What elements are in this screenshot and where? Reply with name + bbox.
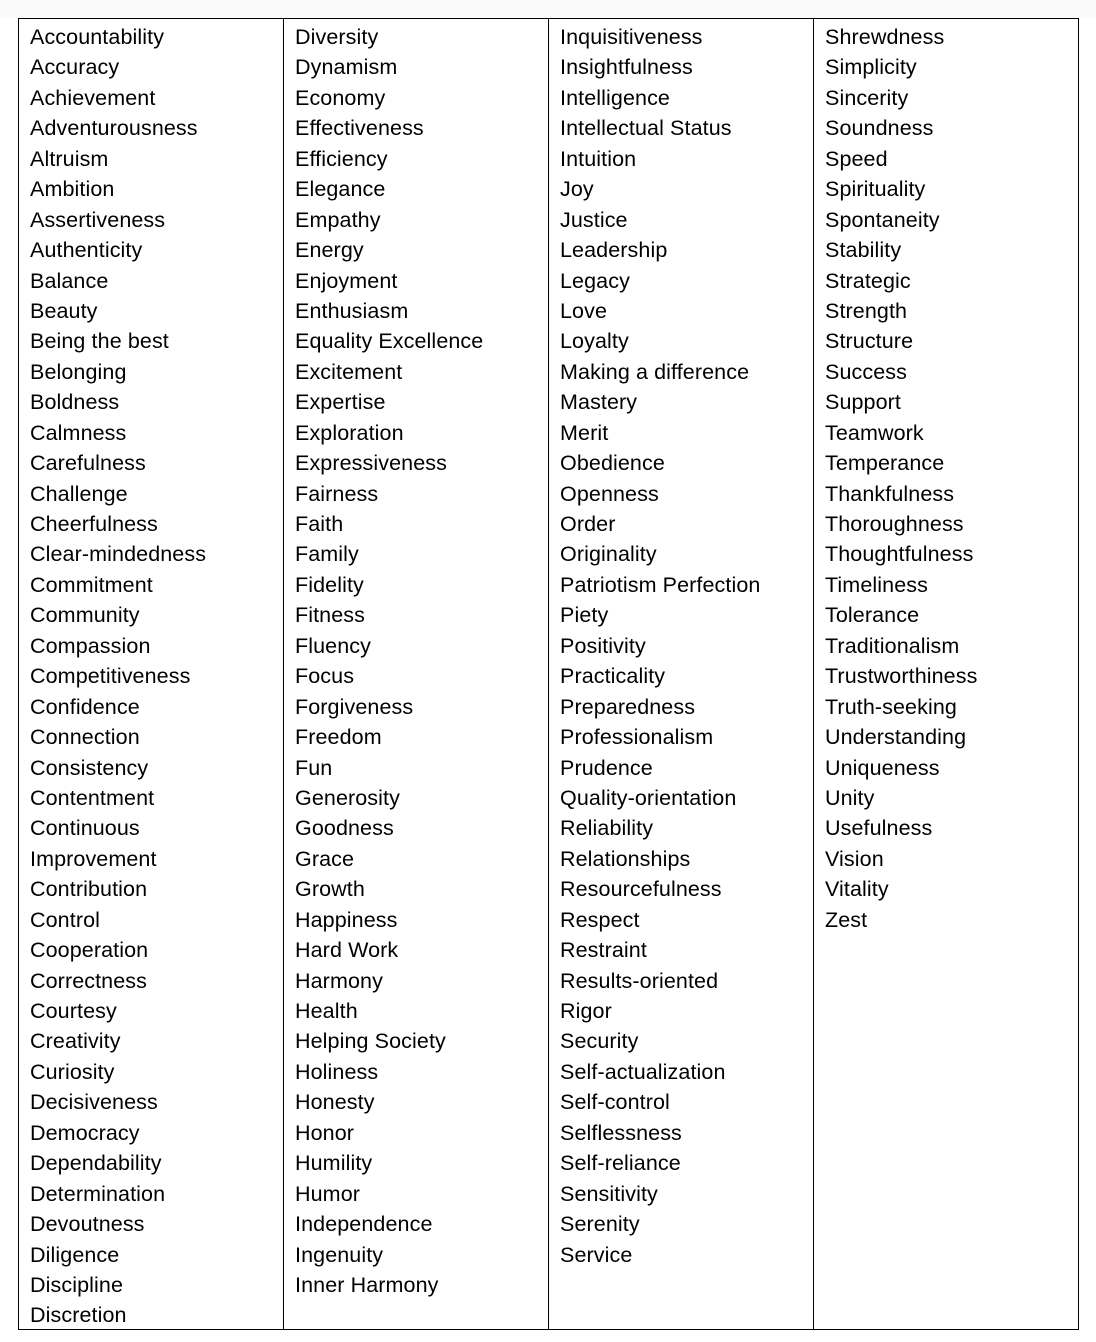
value-word: Intelligence bbox=[560, 85, 670, 110]
value-word: Clear-mindedness bbox=[30, 542, 207, 567]
value-word: Accuracy bbox=[30, 55, 120, 80]
value-word: Traditionalism bbox=[825, 633, 960, 658]
value-word: Structure bbox=[825, 329, 914, 354]
value-word: Intellectual Status bbox=[560, 116, 732, 141]
value-word: Humor bbox=[295, 1181, 361, 1206]
value-word: Fidelity bbox=[295, 572, 364, 597]
value-word: Curiosity bbox=[30, 1059, 115, 1084]
value-word: Connection bbox=[30, 725, 140, 750]
values-column-3 bbox=[549, 19, 814, 1329]
value-word: Trustworthiness bbox=[825, 664, 978, 689]
value-word: Boldness bbox=[30, 390, 120, 415]
value-word: Joy bbox=[560, 177, 594, 202]
value-word: Justice bbox=[560, 207, 628, 232]
value-word: Freedom bbox=[295, 725, 382, 750]
value-word: Discretion bbox=[30, 1303, 127, 1328]
value-word: Compassion bbox=[30, 633, 151, 658]
values-table bbox=[18, 18, 1079, 1330]
value-word: Courtesy bbox=[30, 999, 117, 1023]
value-word: Understanding bbox=[825, 725, 967, 750]
value-word: Patriotism Perfection bbox=[560, 572, 761, 597]
value-word: Thankfulness bbox=[825, 481, 955, 506]
value-word: Positivity bbox=[560, 633, 646, 658]
value-word: Commitment bbox=[30, 572, 153, 597]
value-word: Correctness bbox=[30, 968, 147, 993]
value-word: Exploration bbox=[295, 420, 404, 445]
value-word: Balance bbox=[30, 268, 109, 293]
value-word: Originality bbox=[560, 542, 657, 567]
value-word: Expertise bbox=[295, 390, 386, 415]
value-word: Truth-seeking bbox=[825, 694, 957, 719]
value-word: Shrewdness bbox=[825, 25, 945, 49]
value-word: Harmony bbox=[295, 968, 383, 993]
value-word: Inner Harmony bbox=[295, 1272, 439, 1297]
value-word: Usefulness bbox=[825, 816, 933, 841]
value-word: Sincerity bbox=[825, 85, 909, 110]
value-word: Zest bbox=[825, 907, 868, 932]
value-word: Authenticity bbox=[30, 238, 143, 263]
value-word: Grace bbox=[295, 846, 355, 871]
value-word: Enthusiasm bbox=[295, 298, 409, 323]
value-word: Holiness bbox=[295, 1059, 379, 1084]
value-word: Goodness bbox=[295, 816, 394, 841]
value-word: Security bbox=[560, 1029, 639, 1054]
value-word: Results-oriented bbox=[560, 968, 719, 993]
value-word: Decisiveness bbox=[30, 1090, 158, 1115]
value-word: Obedience bbox=[560, 451, 665, 476]
value-word: Practicality bbox=[560, 664, 666, 689]
value-word: Self-control bbox=[560, 1090, 670, 1115]
value-word: Effectiveness bbox=[295, 116, 424, 141]
value-word: Fitness bbox=[295, 603, 365, 628]
value-word: Fluency bbox=[295, 633, 371, 658]
value-word: Health bbox=[295, 999, 358, 1023]
value-word: Empathy bbox=[295, 207, 381, 232]
value-word: Respect bbox=[560, 907, 640, 932]
value-word: Service bbox=[560, 1242, 633, 1267]
value-word: Humility bbox=[295, 1151, 373, 1176]
value-word: Vision bbox=[825, 846, 884, 871]
value-word: Focus bbox=[295, 664, 355, 689]
value-word: Achievement bbox=[30, 85, 156, 110]
value-word: Honesty bbox=[295, 1090, 375, 1115]
value-word: Self-reliance bbox=[560, 1151, 681, 1176]
value-word: Democracy bbox=[30, 1120, 140, 1145]
value-word: Faith bbox=[295, 512, 344, 536]
value-word: Resourcefulness bbox=[560, 877, 722, 902]
value-word: Simplicity bbox=[825, 55, 917, 80]
value-word: Thoroughness bbox=[825, 512, 964, 536]
value-word: Diversity bbox=[295, 25, 379, 49]
value-word: Elegance bbox=[295, 177, 386, 202]
value-word: Inquisitiveness bbox=[560, 25, 703, 49]
value-word: Making a difference bbox=[560, 359, 750, 384]
value-word: Teamwork bbox=[825, 420, 924, 445]
value-word: Professionalism bbox=[560, 725, 714, 750]
value-word: Cooperation bbox=[30, 938, 149, 963]
value-word: Honor bbox=[295, 1120, 355, 1145]
value-word: Hard Work bbox=[295, 938, 399, 963]
value-word: Being the best bbox=[30, 329, 169, 354]
value-word: Cheerfulness bbox=[30, 512, 158, 536]
page-background-band bbox=[0, 0, 1096, 18]
value-word: Growth bbox=[295, 877, 365, 902]
value-word: Merit bbox=[560, 420, 609, 445]
value-word: Uniqueness bbox=[825, 755, 940, 780]
value-word: Restraint bbox=[560, 938, 647, 963]
value-word: Dynamism bbox=[295, 55, 398, 80]
value-word: Success bbox=[825, 359, 907, 384]
value-word: Adventurousness bbox=[30, 116, 198, 141]
value-word: Support bbox=[825, 390, 902, 415]
value-word: Serenity bbox=[560, 1212, 640, 1237]
value-word: Confidence bbox=[30, 694, 140, 719]
value-word: Sensitivity bbox=[560, 1181, 658, 1206]
value-word: Order bbox=[560, 512, 616, 536]
value-word: Family bbox=[295, 542, 359, 567]
value-word: Devoutness bbox=[30, 1212, 145, 1237]
value-word: Soundness bbox=[825, 116, 934, 141]
value-word: Happiness bbox=[295, 907, 398, 932]
value-word: Beauty bbox=[30, 298, 98, 323]
value-word: Ingenuity bbox=[295, 1242, 384, 1267]
value-word: Speed bbox=[825, 146, 888, 171]
value-word: Altruism bbox=[30, 146, 109, 171]
value-word: Mastery bbox=[560, 390, 638, 415]
value-word: Expressiveness bbox=[295, 451, 447, 476]
value-word: Vitality bbox=[825, 877, 889, 902]
value-word: Continuous bbox=[30, 816, 140, 841]
value-word: Control bbox=[30, 907, 101, 932]
value-word: Self-actualization bbox=[560, 1059, 726, 1084]
value-word: Leadership bbox=[560, 238, 668, 263]
value-word: Piety bbox=[560, 603, 609, 628]
value-word: Generosity bbox=[295, 785, 400, 810]
value-word: Reliability bbox=[560, 816, 654, 841]
value-word: Stability bbox=[825, 238, 902, 263]
value-word: Competitiveness bbox=[30, 664, 191, 689]
value-word: Energy bbox=[295, 238, 364, 263]
value-word: Accountability bbox=[30, 25, 165, 49]
value-word: Ambition bbox=[30, 177, 115, 202]
value-word: Diligence bbox=[30, 1242, 120, 1267]
value-word: Fun bbox=[295, 755, 333, 780]
value-word: Preparedness bbox=[560, 694, 696, 719]
value-word: Belonging bbox=[30, 359, 127, 384]
value-word: Thoughtfulness bbox=[825, 542, 974, 567]
value-word: Discipline bbox=[30, 1272, 124, 1297]
value-word: Spirituality bbox=[825, 177, 926, 202]
value-word: Prudence bbox=[560, 755, 653, 780]
value-word: Carefulness bbox=[30, 451, 146, 476]
value-word: Determination bbox=[30, 1181, 166, 1206]
value-word: Strategic bbox=[825, 268, 911, 293]
value-word: Spontaneity bbox=[825, 207, 940, 232]
value-word: Calmness bbox=[30, 420, 127, 445]
value-word: Enjoyment bbox=[295, 268, 398, 293]
value-word: Insightfulness bbox=[560, 55, 693, 80]
value-word: Efficiency bbox=[295, 146, 388, 171]
value-word: Strength bbox=[825, 298, 908, 323]
value-word: Excitement bbox=[295, 359, 403, 384]
value-word: Contentment bbox=[30, 785, 155, 810]
value-word: Loyalty bbox=[560, 329, 629, 354]
values-column-1 bbox=[19, 19, 284, 1329]
value-word: Improvement bbox=[30, 846, 157, 871]
value-word: Tolerance bbox=[825, 603, 920, 628]
value-word: Creativity bbox=[30, 1029, 121, 1054]
values-column-2 bbox=[284, 19, 549, 1329]
value-word: Temperance bbox=[825, 451, 945, 476]
value-word: Quality-orientation bbox=[560, 785, 737, 810]
value-word: Selflessness bbox=[560, 1120, 682, 1145]
value-word: Love bbox=[560, 298, 608, 323]
value-word: Economy bbox=[295, 85, 386, 110]
value-word: Dependability bbox=[30, 1151, 162, 1176]
value-word: Equality Excellence bbox=[295, 329, 484, 354]
value-word: Assertiveness bbox=[30, 207, 166, 232]
value-word: Contribution bbox=[30, 877, 148, 902]
value-word: Independence bbox=[295, 1212, 433, 1237]
value-word: Legacy bbox=[560, 268, 630, 293]
value-word: Intuition bbox=[560, 146, 637, 171]
value-word: Unity bbox=[825, 785, 875, 810]
value-word: Relationships bbox=[560, 846, 691, 871]
value-word: Helping Society bbox=[295, 1029, 446, 1054]
value-word: Forgiveness bbox=[295, 694, 414, 719]
value-word: Challenge bbox=[30, 481, 128, 506]
value-word: Rigor bbox=[560, 999, 612, 1023]
value-word: Fairness bbox=[295, 481, 379, 506]
value-word: Timeliness bbox=[825, 572, 928, 597]
value-word: Community bbox=[30, 603, 140, 628]
value-word: Openness bbox=[560, 481, 659, 506]
values-column-4 bbox=[814, 19, 1078, 1329]
value-word: Consistency bbox=[30, 755, 149, 780]
